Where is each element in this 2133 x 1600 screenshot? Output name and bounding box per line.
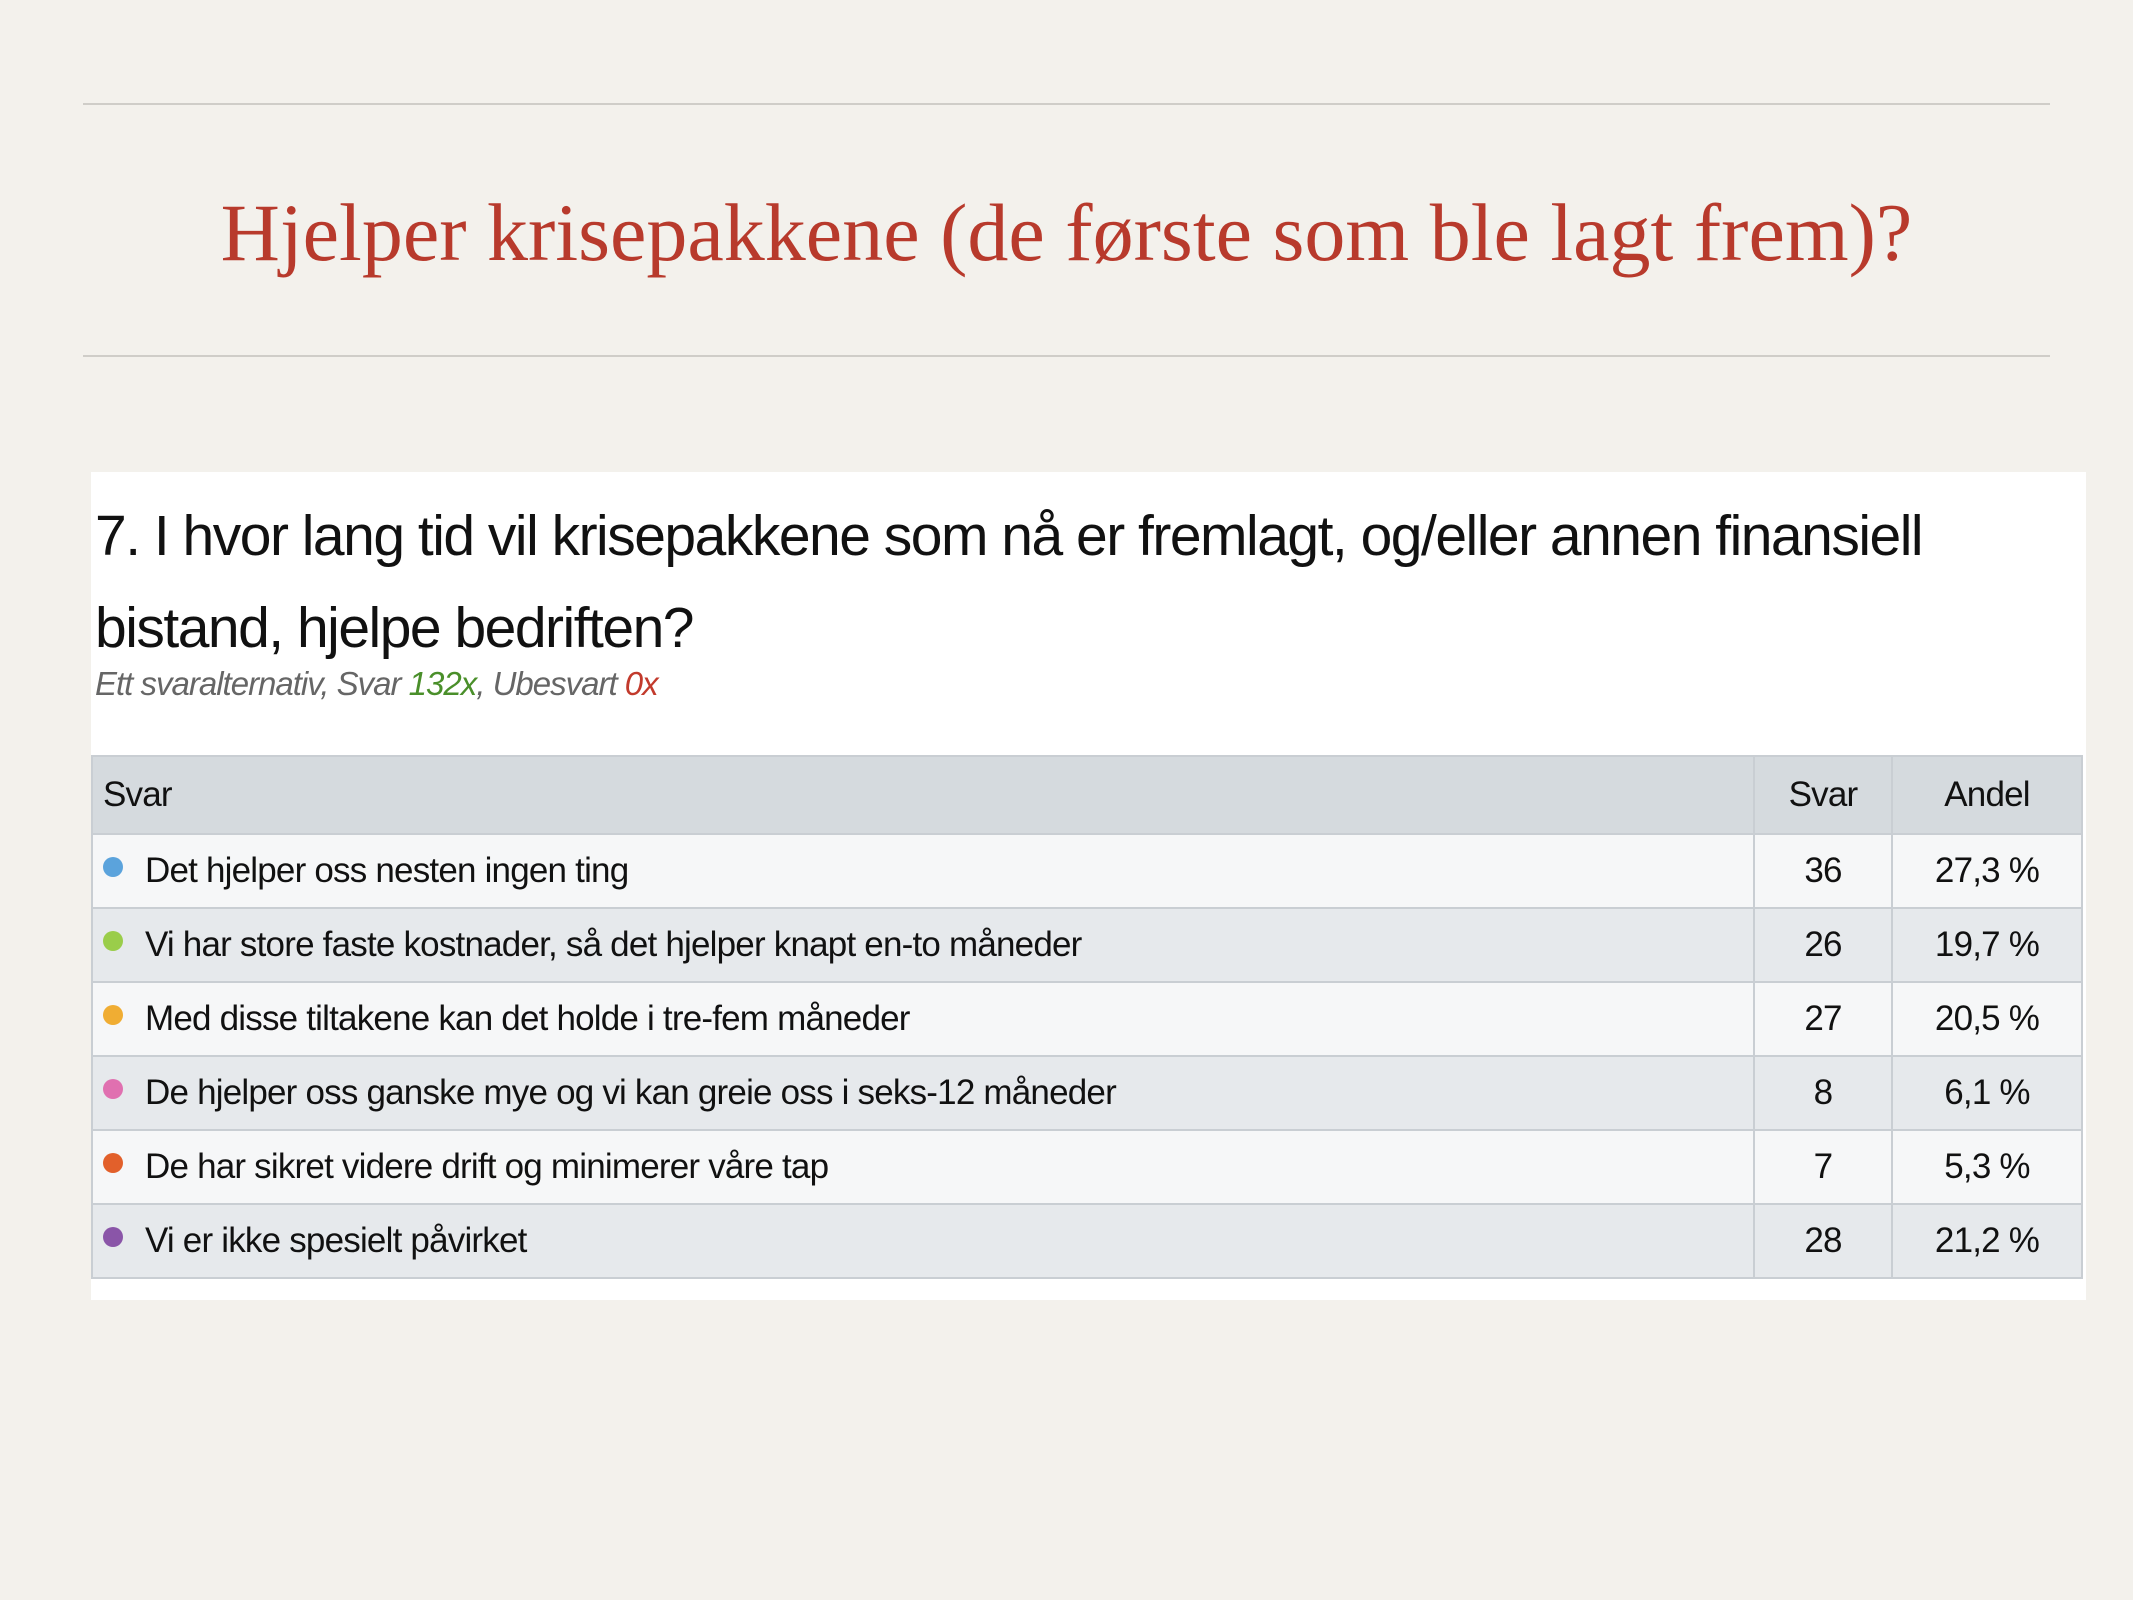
slide-title: Hjelper krisepakkene (de første som ble lagt frem)? bbox=[220, 187, 1913, 278]
share-cell: 27,3 % bbox=[1892, 834, 2082, 908]
legend-dot-icon bbox=[103, 1153, 123, 1173]
count-cell: 8 bbox=[1754, 1056, 1892, 1130]
answer-cell bbox=[92, 1130, 1754, 1204]
question-meta bbox=[95, 665, 658, 703]
legend-dot-icon bbox=[103, 931, 123, 951]
share-cell: 5,3 % bbox=[1892, 1130, 2082, 1204]
share-cell: 6,1 % bbox=[1892, 1056, 2082, 1130]
legend-dot-icon bbox=[103, 857, 123, 877]
count-cell: 27 bbox=[1754, 982, 1892, 1056]
count-cell: 26 bbox=[1754, 908, 1892, 982]
answer-cell bbox=[92, 982, 1754, 1056]
top-divider bbox=[83, 103, 2050, 105]
table-row bbox=[92, 1056, 2082, 1130]
answer-label: Det hjelper oss nesten ingen ting bbox=[145, 851, 629, 890]
count-cell: 28 bbox=[1754, 1204, 1892, 1278]
meta-prefix: Ett svaralternativ, Svar bbox=[95, 665, 409, 702]
answer-cell bbox=[92, 834, 1754, 908]
share-cell: 21,2 % bbox=[1892, 1204, 2082, 1278]
survey-question-panel bbox=[91, 472, 2086, 1300]
results-table bbox=[91, 755, 2083, 1279]
count-cell: 7 bbox=[1754, 1130, 1892, 1204]
table-header-row bbox=[92, 756, 2082, 834]
answer-cell bbox=[92, 1056, 1754, 1130]
answer-label: Med disse tiltakene kan det holde i tre-fem måneder bbox=[145, 999, 910, 1038]
meta-middle: , Ubesvart bbox=[476, 665, 625, 702]
legend-dot-icon bbox=[103, 1227, 123, 1247]
table-row bbox=[92, 1204, 2082, 1278]
legend-dot-icon bbox=[103, 1079, 123, 1099]
answer-label: Vi har store faste kostnader, så det hjelper knapt en-to måneder bbox=[145, 925, 1082, 964]
count-cell: 36 bbox=[1754, 834, 1892, 908]
answer-cell bbox=[92, 908, 1754, 982]
answer-label: De har sikret videre drift og minimerer våre tap bbox=[145, 1147, 829, 1186]
legend-dot-icon bbox=[103, 1005, 123, 1025]
answer-label: Vi er ikke spesielt påvirket bbox=[145, 1221, 527, 1260]
unanswered-count: 0x bbox=[624, 665, 658, 702]
answer-cell bbox=[92, 1204, 1754, 1278]
table-row bbox=[92, 982, 2082, 1056]
table-row bbox=[92, 908, 2082, 982]
table-row bbox=[92, 1130, 2082, 1204]
answered-count: 132x bbox=[408, 665, 477, 702]
share-cell: 20,5 % bbox=[1892, 982, 2082, 1056]
header-count: Svar bbox=[1754, 756, 1892, 834]
bottom-divider bbox=[83, 355, 2050, 357]
question-text: 7. I hvor lang tid vil krisepakkene som nå er fremlagt, og/eller annen finansiell bistand, hjelpe bedriften? bbox=[95, 504, 1923, 660]
header-answer: Svar bbox=[92, 756, 1754, 834]
answer-label: De hjelper oss ganske mye og vi kan greie oss i seks-12 måneder bbox=[145, 1073, 1116, 1112]
table-row bbox=[92, 834, 2082, 908]
results-body bbox=[92, 834, 2082, 1278]
header-share: Andel bbox=[1892, 756, 2082, 834]
share-cell: 19,7 % bbox=[1892, 908, 2082, 982]
